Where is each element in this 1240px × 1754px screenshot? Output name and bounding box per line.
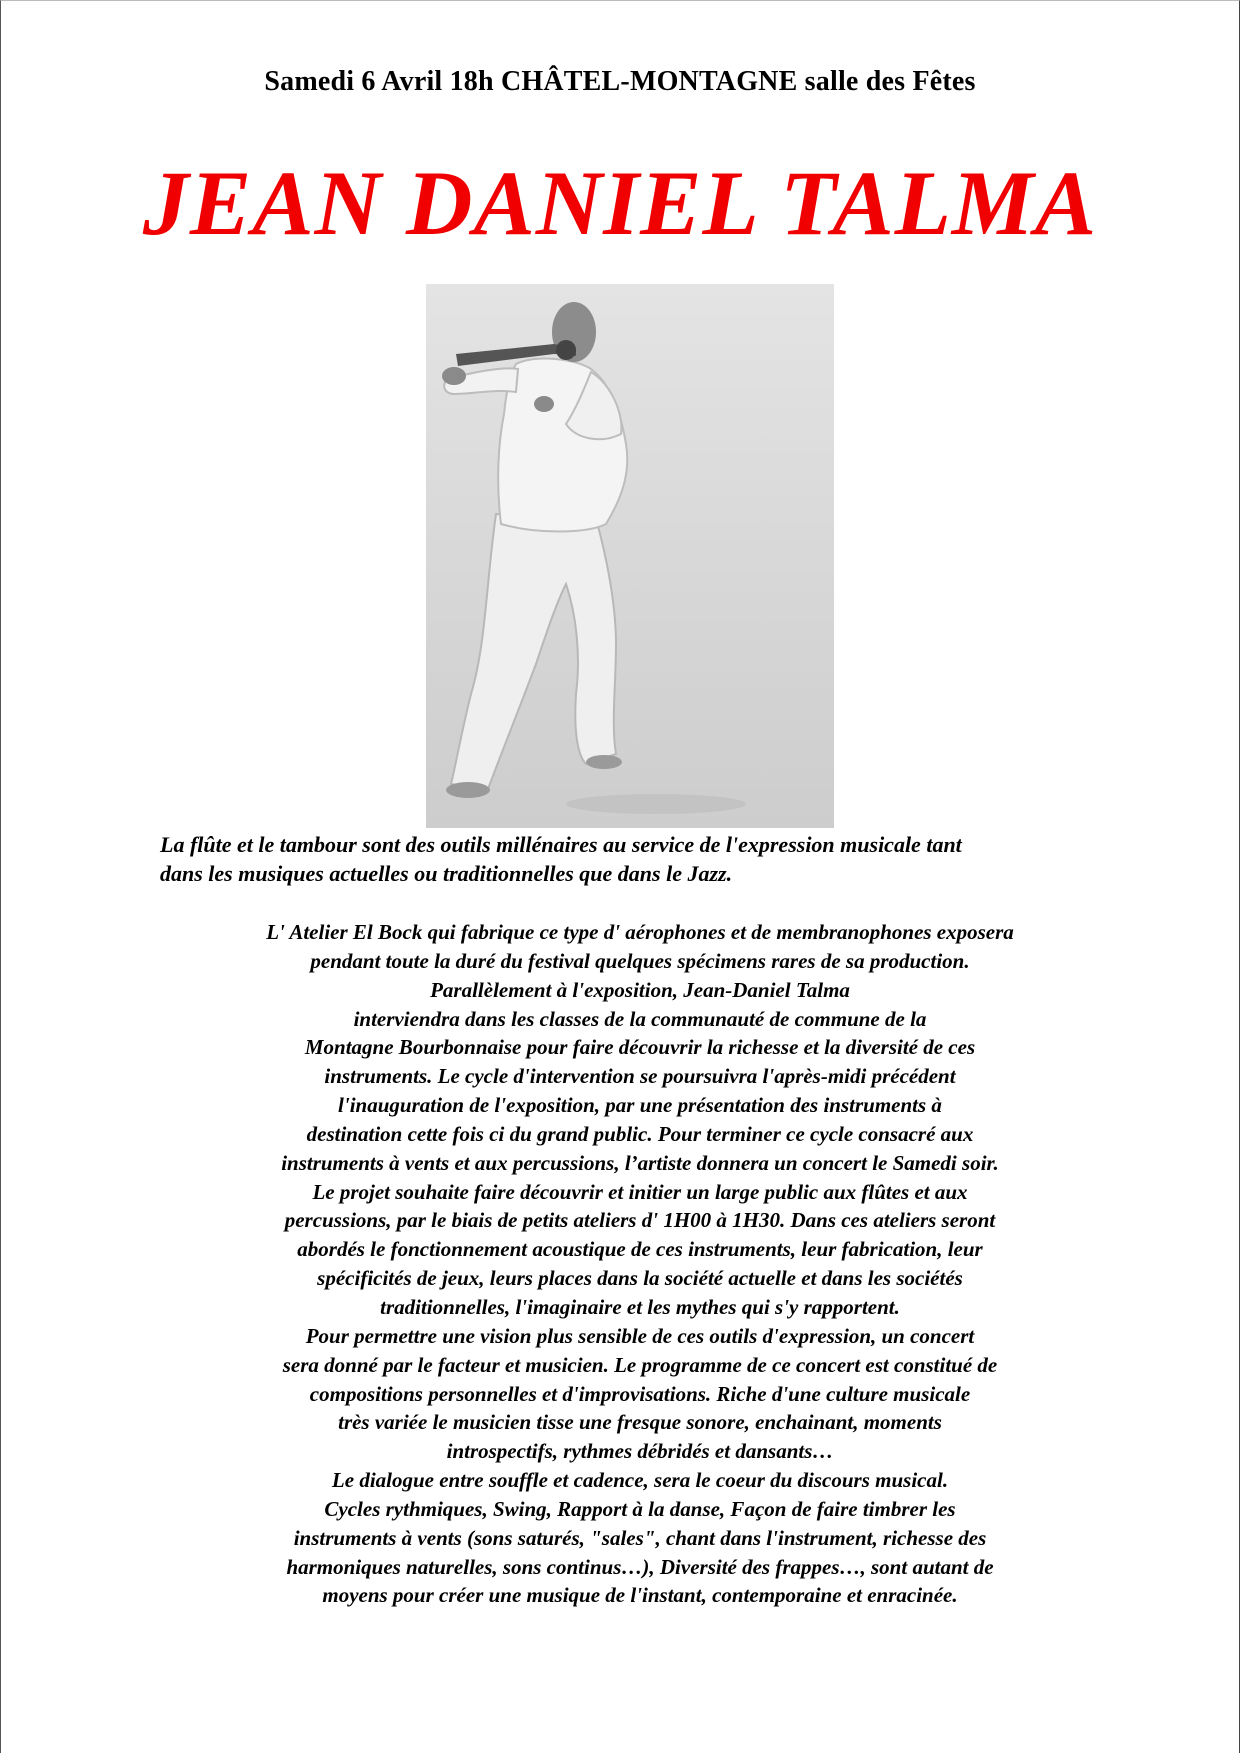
- body-line: percussions, par le biais de petits ateliers d' 1H00 à 1H30. Dans ces ateliers seront: [284, 1208, 996, 1233]
- body-line: spécificités de jeux, leurs places dans la société actuelle et dans les sociétés: [317, 1266, 963, 1291]
- body-line: moyens pour créer une musique de l'instant, contemporaine et enracinée.: [322, 1583, 958, 1608]
- intro-line: La flûte et le tambour sont des outils millénaires au service de l'expression musicale tant: [160, 832, 962, 857]
- body-line: très variée le musicien tisse une fresque sonore, enchainant, moments: [338, 1410, 942, 1435]
- body-line: instruments. Le cycle d'intervention se poursuivra l'après-midi précédent: [324, 1064, 956, 1089]
- body-line: Parallèlement à l'exposition, Jean-Daniel Talma: [430, 977, 850, 1002]
- body-line: introspectifs, rythmes débridés et dansants…: [446, 1439, 834, 1464]
- body-line: sera donné par le facteur et musicien. Le programme de ce concert est constitué de: [282, 1352, 998, 1377]
- intro-paragraph: [160, 830, 1120, 888]
- body-line: l'inauguration de l'exposition, par une présentation des instruments à: [338, 1093, 942, 1118]
- body-line: L' Atelier El Bock qui fabrique ce type d' aérophones et de membranophones exposera: [266, 920, 1014, 944]
- event-date-location: Samedi 6 Avril 18h CHÂTEL-MONTAGNE salle des Fêtes: [264, 66, 976, 97]
- body-line: compositions personnelles et d'improvisations. Riche d'une culture musicale: [309, 1381, 971, 1406]
- artist-name-title: JEAN DANIEL TALMA: [142, 152, 1098, 254]
- artist-photo: [426, 284, 834, 828]
- body-line: abordés le fonctionnement acoustique de ces instruments, leur fabrication, leur: [297, 1237, 983, 1262]
- body-line: Le dialogue entre souffle et cadence, sera le coeur du discours musical.: [331, 1468, 949, 1493]
- body-line: Montagne Bourbonnaise pour faire découvrir la richesse et la diversité de ces: [304, 1035, 976, 1060]
- body-line: instruments à vents et aux percussions, l’artiste donnera un concert le Samedi soir.: [281, 1150, 999, 1175]
- body-line: harmoniques naturelles, sons continus…), Diversité des frappes…, sont autant de: [286, 1554, 994, 1579]
- intro-line: dans les musiques actuelles ou traditionnelles que dans le Jazz.: [160, 861, 733, 886]
- body-line: Pour permettre une vision plus sensible de ces outils d'expression, un concert: [305, 1323, 975, 1348]
- body-line: pendant toute la duré du festival quelques spécimens rares de sa production.: [310, 948, 970, 973]
- body-line: instruments à vents (sons saturés, "sales", chant dans l'instrument, richesse des: [293, 1525, 987, 1550]
- body-line: Le projet souhaite faire découvrir et initier un large public aux flûtes et aux: [312, 1179, 968, 1204]
- description-body: [140, 918, 1140, 1610]
- body-line: destination cette fois ci du grand public. Pour terminer ce cycle consacré aux: [306, 1121, 974, 1146]
- body-line: interviendra dans les classes de la communauté de commune de la: [353, 1006, 927, 1031]
- body-line: traditionnelles, l'imaginaire et les mythes qui s'y rapportent.: [380, 1294, 900, 1319]
- body-line: Cycles rythmiques, Swing, Rapport à la danse, Façon de faire timbrer les: [324, 1496, 956, 1521]
